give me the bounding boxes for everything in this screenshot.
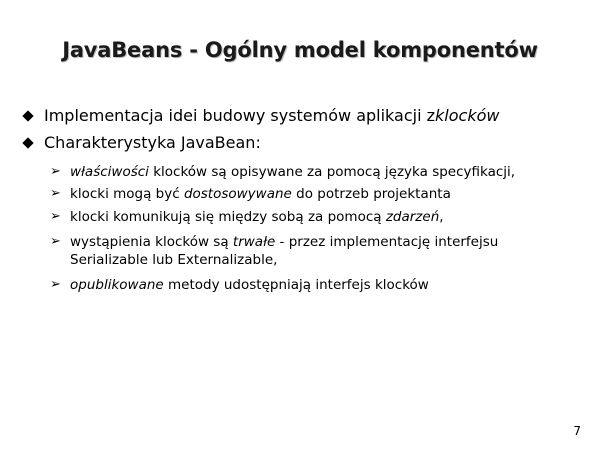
sub-bullet-text: do potrzeb projektanta: [291, 186, 451, 202]
diamond-bullet-icon: [22, 110, 33, 121]
slide-title: JavaBeans - Ogólny model komponentów: [62, 38, 538, 62]
sub-bullet-emphasis: właściwości: [70, 164, 149, 180]
arrow-bullet-icon: ➢: [50, 277, 61, 292]
arrow-bullet-icon: ➢: [50, 209, 61, 224]
sub-bullet-text: ,: [439, 209, 444, 225]
sub-bullet-text: - przez implementację interfejsu: [275, 234, 499, 250]
sub-bullet-text: klocki komunikują się między sobą za pomocą: [70, 209, 386, 225]
arrow-bullet-icon: ➢: [50, 234, 61, 249]
page-number: 7: [573, 424, 581, 438]
sub-bullet-item: [50, 208, 570, 226]
sub-bullet-text: klocków są opisywane za pomocą języka specyfikacji,: [148, 164, 516, 180]
arrow-bullet-icon: ➢: [50, 186, 61, 201]
diamond-bullet-icon: [22, 137, 33, 148]
sub-bullet-emphasis: zdarzeń: [385, 209, 440, 225]
bullet-item: [22, 106, 499, 125]
sub-bullet-text: klocki mogą być: [70, 186, 184, 202]
sub-bullet-item: [50, 185, 570, 203]
sub-bullet-text: metody udostępniają interfejs klocków: [163, 277, 429, 293]
sub-bullet-emphasis: opublikowane: [70, 277, 164, 293]
sub-bullet-emphasis: dostosowywane: [183, 186, 292, 202]
bullet-emphasis: klocków: [435, 106, 500, 125]
sub-bullet-text: wystąpienia klocków są: [70, 234, 233, 250]
bullet-text: Charakterystyka JavaBean:: [44, 133, 261, 152]
sub-bullet-item: [50, 276, 570, 294]
sub-bullet-item: [50, 233, 570, 269]
bullet-text: Implementacja idei budowy systemów aplikacji z: [44, 106, 436, 125]
sub-bullet-item: [50, 163, 570, 181]
sub-bullet-text-line2: Serializable lub Externalizable,: [70, 252, 278, 268]
sub-bullet-emphasis: trwałe: [232, 234, 276, 250]
bullet-item: [22, 133, 261, 152]
arrow-bullet-icon: ➢: [50, 164, 61, 179]
